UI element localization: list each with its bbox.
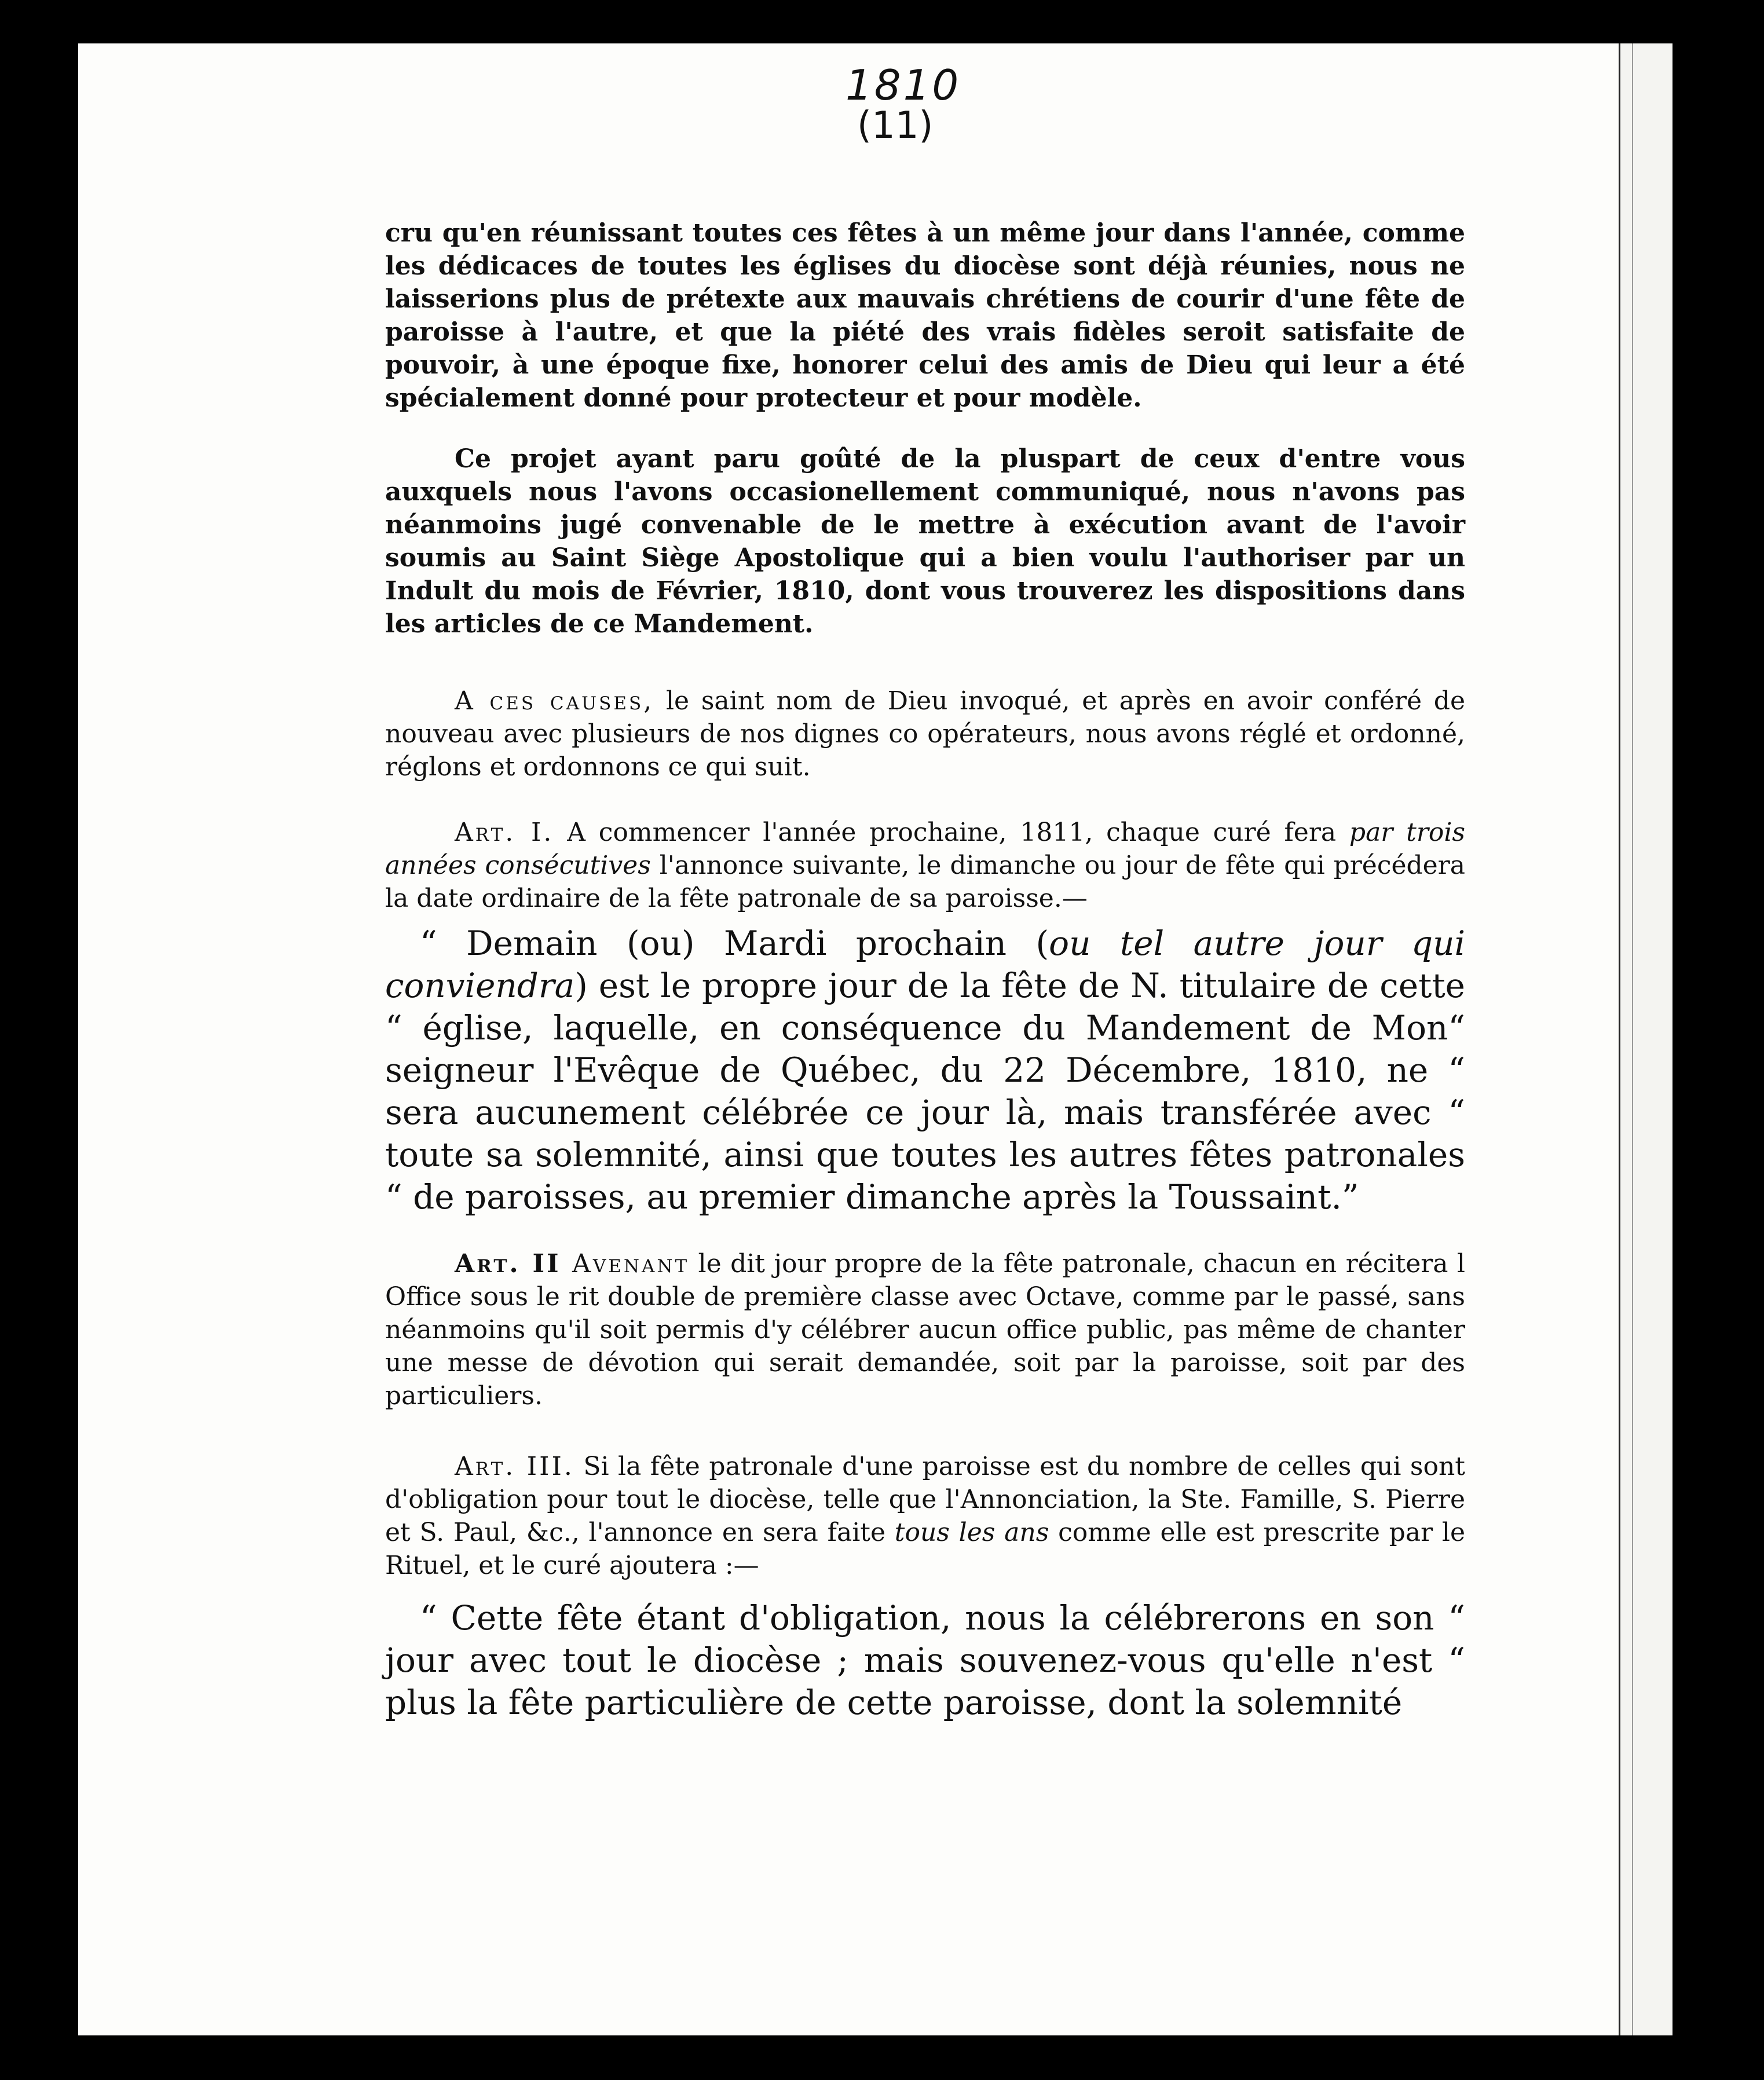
article-2-lead: Avenant [561, 1249, 690, 1279]
page-number: (11) [857, 104, 934, 147]
article-1 [385, 816, 1465, 915]
article-3-text-a: Si la fête patronale d'une paroisse est du nombre de celles qui sont d'obligation pour tout le diocèse, telle que l'Annonciation, la Ste. Famille, S. Pierre et S. Paul, &c., l'annonce en sera faite [385, 1452, 1465, 1547]
a-ces-causes: A ces causes, [455, 686, 654, 716]
paragraph-3 [385, 684, 1465, 783]
article-3-label: Art. III. [455, 1452, 574, 1481]
quotation-1-italic: ou tel autre jour qui conviendra [385, 924, 1465, 1005]
quotation-1-text-a: “ Demain (ou) Mardi prochain ( [420, 924, 1049, 963]
article-1-label: Art. I. [455, 818, 554, 847]
article-1-text-b: l'annonce suivante, le dimanche ou jour de fête qui précédera la date ordinaire de la fête patronale de sa paroisse.— [385, 851, 1465, 913]
adjacent-page-edge [1619, 43, 1672, 2035]
article-2 [385, 1247, 1465, 1412]
article-3-italic: tous les ans [894, 1518, 1049, 1547]
handwritten-year: 1810 [846, 61, 961, 109]
quotation-2: “ Cette fête étant d'obligation, nous la célébrerons en son “ jour avec tout le diocèse ; mais souvenez-vous qu'elle n'est “ plus la fête particulière de cette paroisse, dont la solemnité [385, 1598, 1465, 1722]
paragraph-3-text: le saint nom de Dieu invoqué, et après en avoir conféré de nouveau avec plusieurs de nos dignes co opérateurs, nous avons réglé et ordonné, réglons et ordonnons ce qui suit. [385, 686, 1465, 782]
quotation-1 [385, 922, 1465, 1218]
article-2-label: Art. II [455, 1249, 561, 1279]
article-3 [385, 1450, 1465, 1582]
article-1-italic: par trois années consécutives [385, 818, 1465, 880]
paragraph-2: Ce projet ayant paru goûté de la pluspart de ceux d'entre vous auxquels nous l'avons occasionellement communiqué, nous n'avons pas néanmoins jugé convenable de le mettre à exécution avant de l'avoir soumis au Saint Siège Apostolique qui a bien voulu l'authoriser par un Indult du mois de Février, 1810, dont vous trouverez les dispositions dans les articles de ce Mandement. [385, 444, 1465, 639]
paragraph-1: cru qu'en réunissant toutes ces fêtes à un même jour dans l'année, comme les dédicaces de toutes les églises du diocèse sont déjà réunies, nous ne laisserions plus de prétexte aux mauvais chrétiens de courir d'une fête de paroisse à l'autre, et que la piété des vrais fidèles seroit satisfaite de pouvoir, à une époque fixe, honorer celui des amis de Dieu qui leur a été spécialement donné pour protecteur et pour modèle. [385, 218, 1465, 413]
quotation-1-text-b: ) est le propre jour de la fête de N. titulaire de cette “ église, laquelle, en conséquence du Mandement de Mon“ seigneur l'Evêque de Québec, du 22 Décembre, 1810, ne “ sera aucunement célébrée ce jour là, mais transférée avec “ toute sa solemnité, ainsi que toutes les autres fêtes patronales “ de paroisses, au premier dimanche après la Toussaint.” [385, 966, 1465, 1217]
article-3-text-b: comme elle est prescrite par le Rituel, et le curé ajoutera :— [385, 1518, 1466, 1580]
article-2-text: le dit jour propre de la fête patronale, chacun en récitera l Office sous le rit double de première classe avec Octave, comme par le passé, sans néanmoins qu'il soit permis d'y célébrer aucun office public, pas même de chanter une messe de dévotion qui serait demandée, soit par la paroisse, soit par des particuliers. [385, 1249, 1465, 1411]
article-1-text-a: A commencer l'année prochaine, 1811, chaque curé fera [554, 818, 1349, 847]
